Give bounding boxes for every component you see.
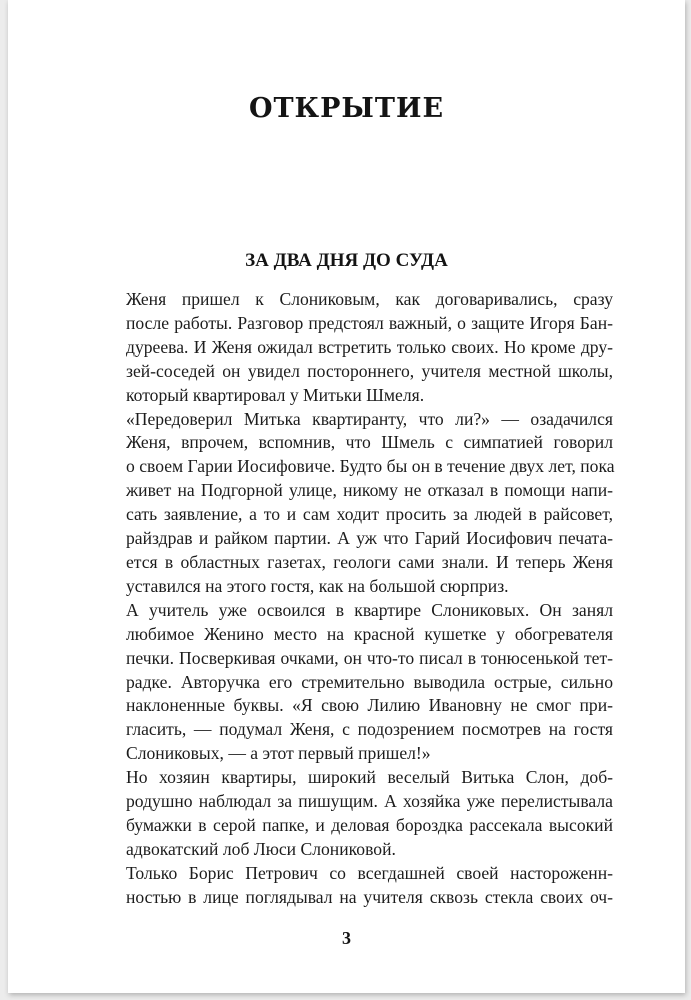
text-line: Женя, впрочем, вспомнив, что Шмель с симпатией говорил bbox=[126, 432, 613, 453]
text-line: родушно наблюдал за пишущим. А хозяйка уже перелистывала bbox=[126, 791, 613, 812]
text-line: бумажки в серой папке, и деловая бороздка рассекала высокий bbox=[126, 814, 613, 835]
text-line: А учитель уже освоился в квартире Слониковых. Он занял bbox=[126, 599, 613, 620]
text-line: печки. Посверкивая очками, он что-то писал в тонюсенькой тет- bbox=[126, 647, 613, 668]
text-line: о своем Гарии Иосифовиче. Будто бы он в течение двух лет, пока bbox=[126, 456, 615, 477]
text-line: радке. Авторучка его стремительно выводила острые, сильно bbox=[126, 671, 613, 692]
text-line: живет на Подгорной улице, никому не отказал в помощи напи- bbox=[126, 480, 613, 501]
book-page bbox=[8, 0, 685, 993]
text-line: наклоненные буквы. «Я свою Лилию Ивановну не смог при- bbox=[126, 695, 613, 716]
text-line: зей-соседей он увидел постороннего, учителя местной школы, bbox=[126, 360, 613, 381]
text-line: после работы. Разговор предстоял важный, о защите Игоря Бан- bbox=[126, 312, 613, 333]
text-line: дуреева. И Женя ожидал встретить только своих. Но кроме дру- bbox=[126, 336, 613, 357]
part-title: ОТКРЫТИЕ bbox=[248, 93, 445, 124]
text-line: ностью в лице поглядывал на учителя сквозь стекла своих оч- bbox=[126, 886, 613, 907]
body-text bbox=[108, 288, 613, 910]
text-line: любимое Женино место на красной кушетке у обогревателя bbox=[126, 623, 613, 644]
paragraph bbox=[108, 862, 613, 910]
text-line: адвокатский лоб Люси Слониковой. bbox=[126, 838, 396, 859]
text-line: который квартировал у Митьки Шмеля. bbox=[126, 384, 425, 405]
chapter-title: ЗА ДВА ДНЯ ДО СУДА bbox=[245, 250, 448, 271]
paragraph bbox=[108, 766, 613, 862]
text-line: гласить, — подумал Женя, с подозрением посмотрев на гостя bbox=[126, 719, 613, 740]
text-line: «Передоверил Митька квартиранту, что ли?» — озадачился bbox=[126, 408, 613, 429]
text-line: райздрав и райком партии. А уж что Гарий Иосифович печата- bbox=[126, 528, 613, 549]
paragraph bbox=[108, 408, 613, 599]
text-line: Слониковых, — а этот первый пришел!» bbox=[126, 743, 431, 764]
text-line: ется в областных газетах, геологи сами знали. И теперь Женя bbox=[126, 551, 613, 572]
text-line: уставился на этого гостя, как на большой сюрприз. bbox=[126, 575, 509, 596]
paragraph bbox=[108, 599, 613, 766]
page-number: 3 bbox=[342, 928, 351, 948]
text-line: Только Борис Петрович со всегдашней своей настороженн- bbox=[126, 862, 613, 883]
text-line: сать заявление, а то и сам ходит просить за людей в райсовет, bbox=[126, 504, 613, 525]
text-line: Но хозяин квартиры, широкий веселый Витька Слон, доб- bbox=[126, 767, 613, 788]
paragraph bbox=[108, 288, 613, 408]
text-line: Женя пришел к Слониковым, как договаривались, сразу bbox=[126, 289, 613, 309]
